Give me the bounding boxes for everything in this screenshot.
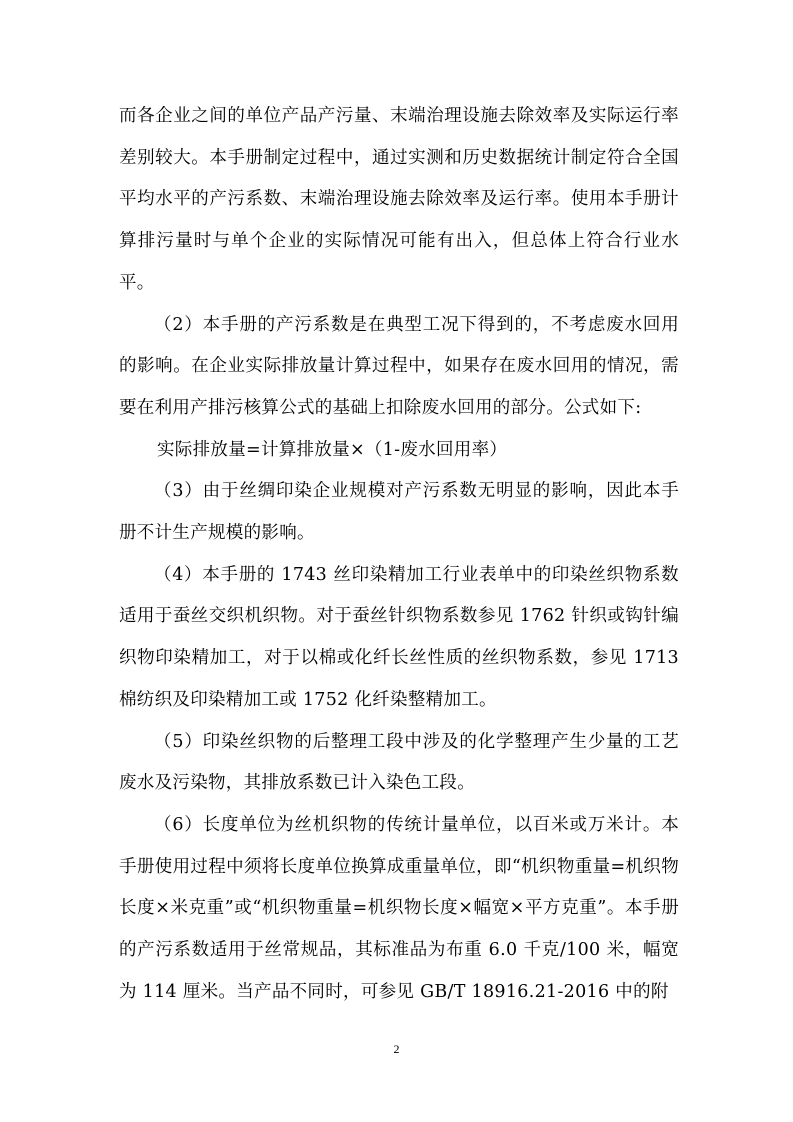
paragraph-item-2: （2）本手册的产污系数是在典型工况下得到的，不考虑废水回用的影响。在企业实际排放量计算过程中，如果存在废水回用的情况，需要在利用产排污核算公式的基础上扣除废水回用的部分。公式如下: bbox=[119, 314, 679, 418]
paragraph-item-3: （3）由于丝绸印染企业规模对产污系数无明显的影响，因此本手册不计生产规模的影响。 bbox=[119, 481, 679, 544]
page-number: 2 bbox=[393, 1042, 400, 1056]
paragraph-item-4: （4）本手册的 1743 丝印染精加工行业表单中的印染丝织物系数适用于蚕丝交织机织物。对于蚕丝针织物系数参见 1762 针织或钩针编织物印染精加工，对于以棉或化纤长丝性质的丝织物系数，参见 1713 棉纺织及印染精加工或 1752 化纤染整精加工。 bbox=[119, 564, 679, 710]
paragraph-continuation: 而各企业之间的单位产品产污量、末端治理设施去除效率及实际运行率差别较大。本手册制定过程中，通过实测和历史数据统计制定符合全国平均水平的产污系数、末端治理设施去除效率及运行率。使用本手册计算排污量时与单个企业的实际情况可能有出入，但总体上符合行业水平。 bbox=[119, 106, 679, 293]
formula-actual-emission: 实际排放量=计算排放量×（1-废水回用率） bbox=[157, 439, 508, 460]
body-text bbox=[119, 96, 679, 1013]
paragraph-item-5: （5）印染丝织物的后整理工段中涉及的化学整理产生少量的工艺废水及污染物，其排放系数已计入染色工段。 bbox=[119, 731, 679, 794]
paragraph-item-6: （6）长度单位为丝机织物的传统计量单位，以百米或万米计。本手册使用过程中须将长度单位换算成重量单位，即“机织物重量=机织物长度×米克重”或“机织物重量=机织物长度×幅宽×平方克重”。本手册的产污系数适用于丝常规品，其标准品为布重 6.0 千克/100 米，幅宽为 114 厘米。当产品不同时，可参见 GB/T 18916.21-2016 中的附 bbox=[119, 814, 679, 1002]
